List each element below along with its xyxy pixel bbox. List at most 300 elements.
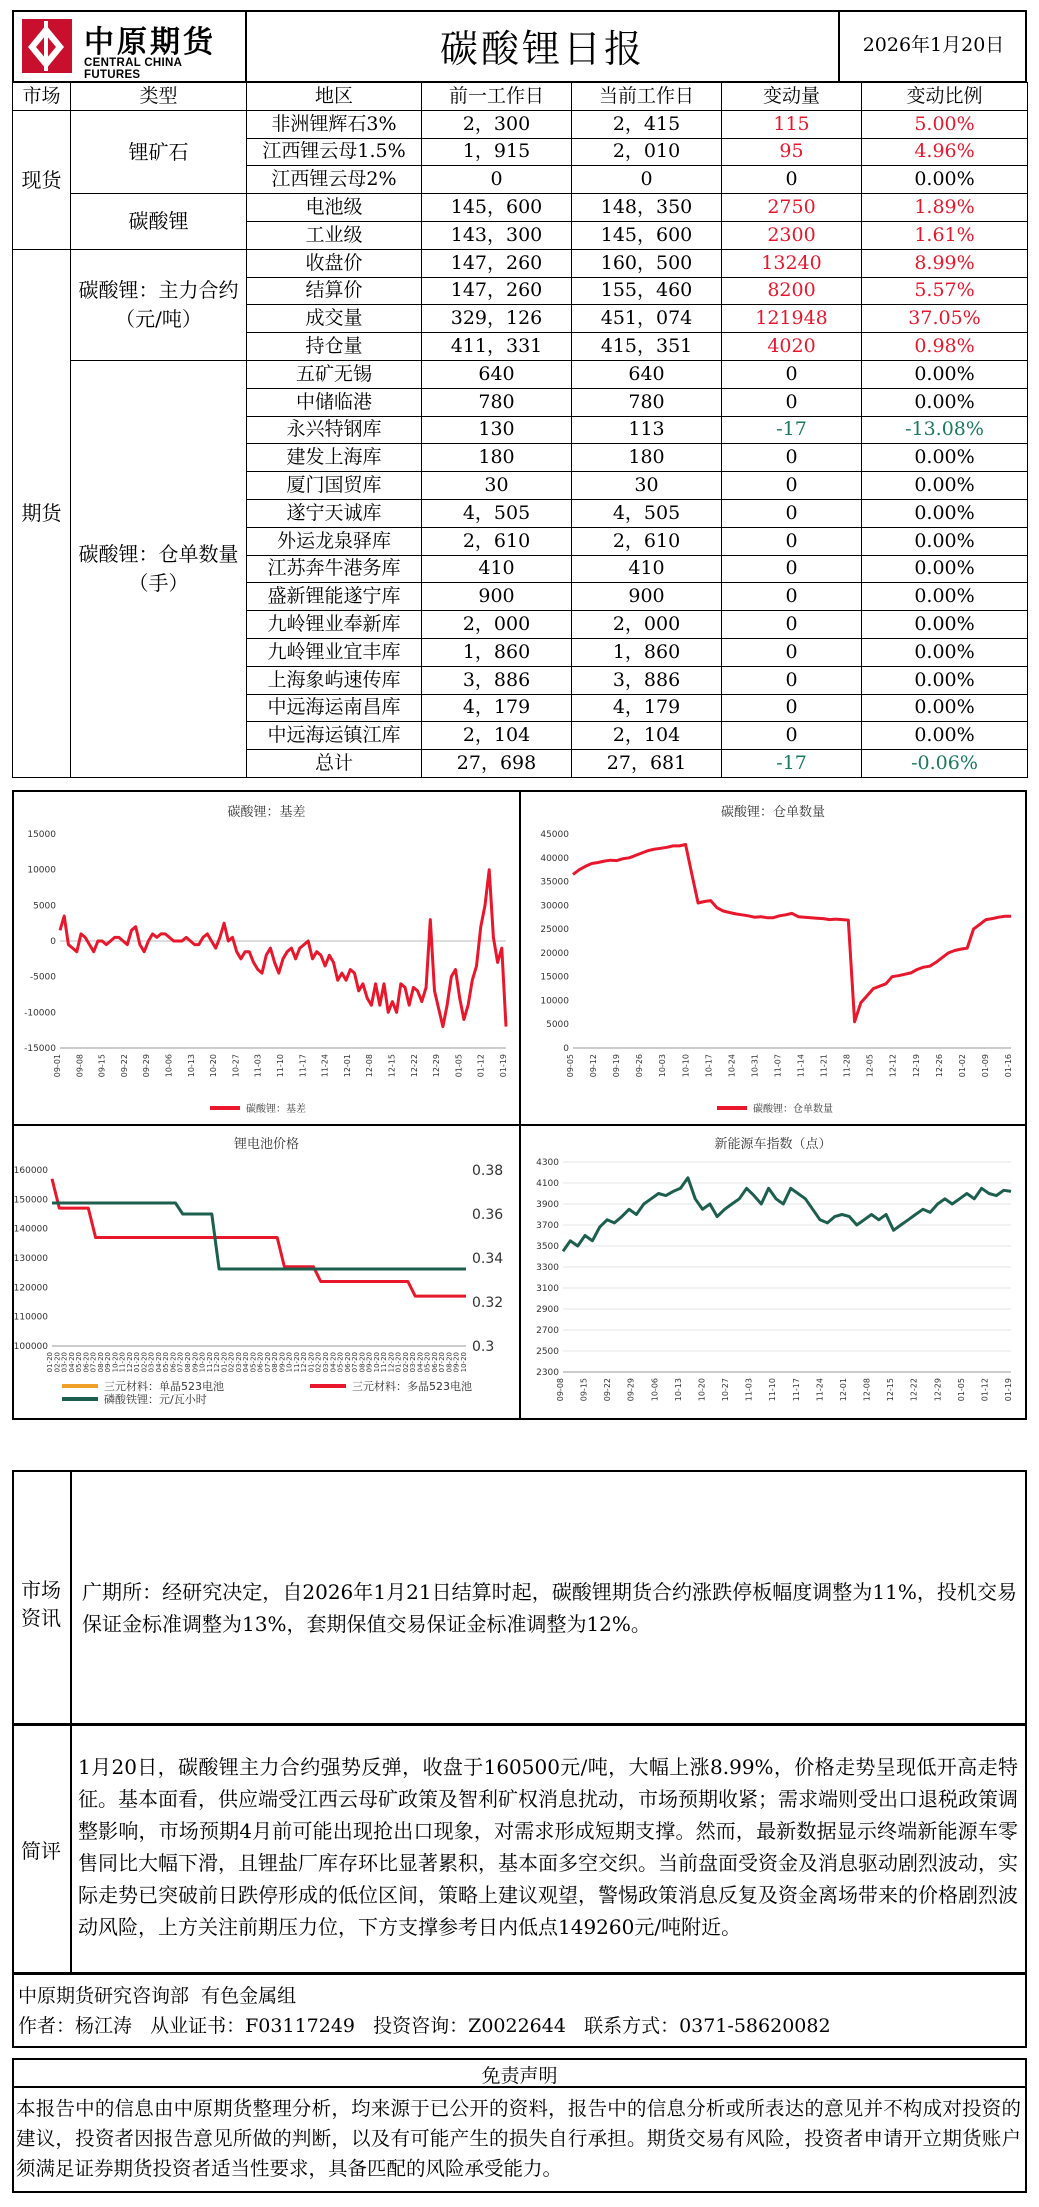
nev-index-chart (521, 1126, 1025, 1418)
x-tick-label: 09-15 (97, 1054, 107, 1078)
prev-value-cell: 411，331 (422, 333, 572, 361)
x-tick-label: 11-20 (118, 1352, 127, 1373)
change-cell: 0 (722, 611, 862, 639)
disclaimer-title: 免责声明 (481, 2065, 558, 2087)
change-cell: 0 (722, 666, 862, 694)
region-cell: 收盘价 (247, 249, 422, 277)
report-date: 2026年1月20日 (862, 34, 1005, 56)
prev-value-cell: 1，915 (422, 138, 572, 166)
x-tick-label: 01-05 (956, 1378, 966, 1402)
prev-value-cell: 145，600 (422, 194, 572, 222)
x-tick-label: 10-06 (650, 1378, 660, 1402)
x-tick-label: 03-20 (409, 1352, 418, 1373)
pct-cell: 8.99% (862, 249, 1028, 277)
x-tick-label: 11-20 (205, 1352, 214, 1373)
x-tick-label: 12-19 (911, 1054, 921, 1078)
pct-cell: 0.00% (862, 583, 1028, 611)
x-tick-label: 06-20 (343, 1352, 352, 1373)
x-tick-label: 09-19 (612, 1054, 622, 1078)
curr-value-cell: 113 (572, 416, 722, 444)
change-cell: -17 (722, 750, 862, 778)
change-cell: 0 (722, 583, 862, 611)
x-tick-label: 06-20 (169, 1352, 178, 1373)
x-tick-label: 08-20 (271, 1352, 280, 1373)
x-tick-label: 09-12 (589, 1054, 599, 1078)
x-tick-label: 08-20 (184, 1352, 192, 1373)
change-cell: 8200 (722, 277, 862, 305)
x-tick-label: 07-20 (263, 1352, 272, 1373)
x-tick-label: 09-22 (119, 1054, 129, 1078)
basis-chart (14, 792, 519, 1124)
x-tick-label: 07-20 (176, 1352, 185, 1373)
x-tick-label: 03-20 (322, 1352, 330, 1373)
curr-value-cell: 180 (572, 444, 722, 472)
y-tick-label: 5000 (546, 1020, 569, 1031)
change-cell: 13240 (722, 249, 862, 277)
x-tick-label: 11-03 (253, 1054, 263, 1078)
prev-value-cell: 180 (422, 444, 572, 472)
change-cell: 4020 (722, 333, 862, 361)
x-tick-label: 06-20 (256, 1352, 265, 1373)
prev-value-cell: 147，260 (422, 249, 572, 277)
x-tick-label: 10-20 (285, 1352, 294, 1373)
y-tick-label: 35000 (540, 877, 569, 888)
col-header-pct: 变动比例 (862, 83, 1028, 111)
y-right-tick-label: 0.36 (472, 1207, 504, 1223)
curr-value-cell: 451，074 (572, 305, 722, 333)
legend-label: 碳酸锂：仓单数量 (753, 1104, 833, 1115)
region-cell: 盛新锂能遂宁库 (247, 583, 422, 611)
series-line (563, 1178, 1011, 1252)
y-tick-label: -5000 (29, 972, 56, 983)
region-cell: 江西锂云母1.5% (247, 138, 422, 166)
change-cell: 0 (722, 444, 862, 472)
x-tick-label: 02-20 (140, 1352, 149, 1373)
pct-cell: 0.00% (862, 444, 1028, 472)
logo-english-name: CENTRAL CHINA FUTURES (84, 57, 182, 81)
region-cell: 厦门国贸库 (247, 472, 422, 500)
x-tick-label: 12-20 (125, 1352, 134, 1373)
region-cell: 永兴特钢库 (247, 416, 422, 444)
x-tick-label: 09-29 (626, 1378, 636, 1402)
x-tick-label: 09-20 (365, 1352, 374, 1373)
y-tick-label: 10000 (540, 996, 569, 1007)
x-tick-label: 11-20 (292, 1352, 301, 1373)
prev-value-cell: 4，505 (422, 499, 572, 527)
pct-cell: -0.06% (862, 750, 1028, 778)
curr-value-cell: 415，351 (572, 333, 722, 361)
x-tick-label: 09-22 (603, 1378, 613, 1402)
y-tick-label: 3100 (536, 1284, 559, 1294)
prev-value-cell: 900 (422, 583, 572, 611)
col-header-change: 变动量 (722, 83, 862, 111)
curr-value-cell: 2，104 (572, 722, 722, 750)
warrant-chart (521, 792, 1025, 1124)
x-tick-label: 12-01 (838, 1378, 848, 1402)
pct-cell: 0.00% (862, 527, 1028, 555)
x-tick-label: 01-12 (980, 1378, 990, 1402)
x-tick-label: 08-20 (445, 1352, 454, 1373)
prev-value-cell: 130 (422, 416, 572, 444)
prev-value-cell: 2，300 (422, 110, 572, 138)
y-tick-label: 10000 (27, 865, 56, 876)
y-right-tick-label: 0.34 (472, 1251, 504, 1267)
region-cell: 成交量 (247, 305, 422, 333)
x-tick-label: 09-01 (53, 1054, 62, 1078)
x-tick-label: 01-20 (307, 1352, 316, 1373)
market-info-label: 市场资讯 (21, 1578, 61, 1630)
curr-value-cell: 640 (572, 360, 722, 388)
region-cell: 九岭锂业奉新库 (247, 611, 422, 639)
region-cell: 江西锂云母2% (247, 166, 422, 194)
y-tick-label: 100000 (14, 1342, 48, 1352)
y-tick-label: 0 (50, 937, 56, 947)
legend-label: 三元材料：单晶523电池 (104, 1380, 224, 1393)
x-tick-label: 01-05 (454, 1054, 464, 1078)
x-tick-label: 11-17 (791, 1378, 801, 1402)
pct-cell: 4.96% (862, 138, 1028, 166)
x-tick-label: 12-20 (300, 1352, 309, 1373)
curr-value-cell: 145，600 (572, 221, 722, 249)
curr-value-cell: 3，886 (572, 666, 722, 694)
x-tick-label: 01-20 (220, 1352, 229, 1373)
curr-value-cell: 27，681 (572, 750, 722, 778)
change-cell: 2300 (722, 221, 862, 249)
prev-value-cell: 2，610 (422, 527, 572, 555)
pct-cell: 0.00% (862, 611, 1028, 639)
region-cell: 结算价 (247, 277, 422, 305)
x-tick-label: 08-20 (358, 1352, 367, 1373)
table-header-row (13, 83, 1028, 111)
col-header-curr: 当前工作日 (572, 83, 722, 111)
battery-price-chart (14, 1126, 519, 1418)
y-tick-label: 3300 (536, 1263, 559, 1273)
pct-cell: 0.00% (862, 555, 1028, 583)
prev-value-cell: 3，886 (422, 666, 572, 694)
x-tick-label: 10-13 (186, 1054, 196, 1078)
change-cell: 0 (722, 555, 862, 583)
curr-value-cell: 780 (572, 388, 722, 416)
curr-value-cell: 2，610 (572, 527, 722, 555)
x-tick-label: 10-10 (681, 1054, 691, 1078)
pct-cell: 37.05% (862, 305, 1028, 333)
x-tick-label: 12-20 (387, 1352, 396, 1373)
market-cell: 期货 (13, 249, 71, 777)
x-tick-label: 01-20 (133, 1352, 142, 1373)
region-cell: 江苏奔牛港务库 (247, 555, 422, 583)
x-tick-label: 08-20 (96, 1352, 105, 1373)
y-tick-label: 20000 (540, 948, 569, 959)
chart-title: 碳酸锂：基差 (227, 805, 306, 820)
x-tick-label: 11-17 (298, 1054, 308, 1078)
x-tick-label: 10-03 (658, 1054, 668, 1078)
x-tick-label: 11-07 (773, 1054, 783, 1078)
x-tick-label: 10-27 (231, 1054, 241, 1078)
market-info-divider (70, 1470, 72, 1725)
type-cell: 碳酸锂 (71, 194, 247, 250)
pct-cell: 0.00% (862, 499, 1028, 527)
curr-value-cell: 155，460 (572, 277, 722, 305)
x-tick-label: 12-22 (909, 1378, 919, 1402)
x-tick-label: 06-20 (430, 1352, 439, 1373)
pct-cell: 0.00% (862, 360, 1028, 388)
x-tick-label: 10-20 (697, 1378, 707, 1402)
prev-value-cell: 27，698 (422, 750, 572, 778)
table-row (13, 110, 1028, 138)
change-cell: 115 (722, 110, 862, 138)
company-logo (20, 17, 240, 81)
x-tick-label: 11-21 (819, 1054, 829, 1078)
y-tick-label: 2500 (536, 1347, 559, 1357)
y-right-tick-label: 0.32 (472, 1295, 504, 1311)
prev-value-cell: 0 (422, 166, 572, 194)
region-cell: 上海象屿速传库 (247, 666, 422, 694)
x-tick-label: 09-20 (278, 1352, 287, 1373)
y-tick-label: 2700 (536, 1326, 559, 1336)
logo-mark-icon (20, 17, 75, 75)
x-tick-label: 11-03 (744, 1378, 754, 1402)
prev-value-cell: 143，300 (422, 221, 572, 249)
x-tick-label: 12-29 (432, 1054, 442, 1078)
col-header-type: 类型 (71, 83, 247, 111)
x-tick-label: 01-02 (957, 1054, 967, 1078)
x-tick-label: 11-20 (380, 1352, 389, 1373)
disclaimer-text: 本报告中的信息由中原期货整理分析，均来源于已公开的资料，报告中的信息分析或所表达的意见并不构成对投资的建议，投资者因报告意见所做的判断，以及有可能产生的损失自行承担。期货交易有风险，投资者申请开立期货账户须满足证券期货投资者适当性要求，具备匹配的风险承受能力。 (16, 2097, 1021, 2180)
curr-value-cell: 30 (572, 472, 722, 500)
y-tick-label: -10000 (24, 1008, 56, 1019)
legend-label: 磷酸铁锂：元/瓦小时 (104, 1393, 207, 1406)
y-tick-label: 120000 (14, 1283, 48, 1294)
x-tick-label: 12-26 (934, 1054, 944, 1078)
region-cell: 工业级 (247, 221, 422, 249)
curr-value-cell: 0 (572, 166, 722, 194)
x-tick-label: 09-15 (579, 1378, 589, 1402)
y-tick-label: 130000 (14, 1254, 48, 1264)
change-cell: 0 (722, 166, 862, 194)
type-cell: 碳酸锂：主力合约（元/吨） (71, 249, 247, 360)
x-tick-label: 04-20 (416, 1352, 425, 1373)
change-cell: 0 (722, 388, 862, 416)
col-header-region: 地区 (247, 83, 422, 111)
y-tick-label: 25000 (540, 925, 569, 936)
y-tick-label: 3500 (536, 1242, 559, 1252)
y-tick-label: 40000 (540, 853, 569, 864)
legend-label: 碳酸锂：基差 (246, 1104, 306, 1115)
series-line (52, 1179, 466, 1296)
x-tick-label: 10-24 (727, 1054, 737, 1078)
x-tick-label: 09-20 (452, 1352, 461, 1373)
x-tick-label: 02-20 (314, 1352, 323, 1373)
y-tick-label: 0 (563, 1044, 569, 1054)
region-cell: 中远海运镇江库 (247, 722, 422, 750)
x-tick-label: 11-10 (276, 1054, 285, 1078)
prev-value-cell: 410 (422, 555, 572, 583)
table-row (13, 249, 1028, 277)
x-tick-label: 11-24 (320, 1054, 330, 1078)
market-cell: 现货 (13, 110, 71, 249)
pct-cell: 0.00% (862, 388, 1028, 416)
x-tick-label: 10-27 (721, 1378, 731, 1402)
x-tick-label: 01-19 (1004, 1378, 1013, 1402)
x-tick-label: 03-20 (60, 1352, 69, 1373)
x-tick-label: 11-14 (796, 1054, 806, 1078)
prev-value-cell: 329，126 (422, 305, 572, 333)
type-cell: 碳酸锂：仓单数量（手） (71, 360, 247, 777)
x-tick-label: 04-20 (67, 1352, 76, 1373)
x-tick-label: 05-20 (162, 1352, 171, 1373)
x-tick-label: 07-20 (438, 1352, 447, 1373)
x-tick-label: 12-22 (409, 1054, 419, 1078)
x-tick-label: 12-05 (865, 1054, 875, 1078)
market-info-text: 广期所：经研究决定，自2026年1月21日结算时起，碳酸锂期货合约涨跌停板幅度调整为11%，投机交易保证金标准调整为13%，套期保值交易保证金标准调整为12%。 (82, 1580, 1017, 1636)
region-cell: 总计 (247, 750, 422, 778)
x-tick-label: 01-19 (499, 1054, 508, 1078)
x-tick-label: 09-08 (75, 1054, 85, 1078)
change-cell: 95 (722, 138, 862, 166)
pct-cell: 5.00% (862, 110, 1028, 138)
table-row (13, 360, 1028, 388)
curr-value-cell: 4，179 (572, 694, 722, 722)
region-cell: 五矿无锡 (247, 360, 422, 388)
y-tick-label: 15000 (27, 830, 56, 840)
y-right-tick-label: 0.38 (472, 1163, 504, 1179)
type-cell: 锂矿石 (71, 110, 247, 193)
x-tick-label: 11-28 (842, 1054, 852, 1078)
change-cell: 0 (722, 638, 862, 666)
x-tick-label: 05-20 (249, 1352, 258, 1373)
y-tick-label: 4300 (536, 1158, 559, 1168)
change-cell: 0 (722, 527, 862, 555)
x-tick-label: 10-13 (673, 1378, 683, 1402)
x-tick-label: 03-20 (147, 1352, 156, 1373)
pct-cell: 0.00% (862, 166, 1028, 194)
y-tick-label: 15000 (540, 972, 569, 983)
col-header-market: 市场 (13, 83, 71, 111)
x-tick-label: 01-16 (1004, 1054, 1013, 1078)
y-right-tick-label: 0.3 (472, 1339, 495, 1355)
pct-cell: 0.00% (862, 694, 1028, 722)
series-line (60, 870, 506, 1027)
x-tick-label: 12-12 (888, 1054, 898, 1078)
prev-value-cell: 2，104 (422, 722, 572, 750)
prev-value-cell: 780 (422, 388, 572, 416)
pct-cell: 0.00% (862, 666, 1028, 694)
y-tick-label: 140000 (14, 1224, 48, 1235)
x-tick-label: 10-06 (164, 1054, 174, 1078)
region-cell: 中储临港 (247, 388, 422, 416)
x-tick-label: 10-20 (209, 1054, 219, 1078)
change-cell: 2750 (722, 194, 862, 222)
x-tick-label: 12-08 (365, 1054, 375, 1078)
x-tick-label: 09-05 (566, 1054, 575, 1078)
x-tick-label: 05-20 (75, 1352, 84, 1373)
change-cell: 0 (722, 694, 862, 722)
x-tick-label: 10-20 (460, 1352, 468, 1373)
report-title: 碳酸锂日报 (439, 27, 645, 71)
x-tick-label: 03-20 (234, 1352, 243, 1373)
table-body (13, 110, 1028, 777)
x-tick-label: 09-26 (635, 1054, 645, 1078)
commentary-label: 简评 (21, 1839, 61, 1863)
y-tick-label: 150000 (14, 1195, 48, 1206)
region-cell: 建发上海库 (247, 444, 422, 472)
logo-chinese-name: 中原期货 (84, 25, 216, 60)
x-tick-label: 12-20 (213, 1352, 222, 1373)
x-tick-label: 10-31 (750, 1054, 760, 1078)
commentary-divider (70, 1724, 72, 1974)
pct-cell: 0.00% (862, 722, 1028, 750)
x-tick-label: 07-20 (351, 1352, 360, 1373)
footer-department: 中原期货研究咨询部 有色金属组 (18, 1985, 297, 2007)
curr-value-cell: 2，415 (572, 110, 722, 138)
change-cell: -17 (722, 416, 862, 444)
prev-value-cell: 4，179 (422, 694, 572, 722)
y-tick-label: 45000 (540, 830, 569, 840)
x-tick-label: 06-20 (82, 1352, 91, 1373)
x-tick-label: 11-10 (768, 1378, 778, 1402)
x-tick-label: 11-24 (815, 1378, 825, 1402)
x-tick-label: 12-15 (387, 1054, 397, 1078)
x-tick-label: 04-20 (154, 1352, 163, 1373)
pct-cell: 5.57% (862, 277, 1028, 305)
curr-value-cell: 4，505 (572, 499, 722, 527)
pct-cell: 1.89% (862, 194, 1028, 222)
x-tick-label: 12-29 (933, 1378, 943, 1402)
x-tick-label: 02-20 (53, 1352, 62, 1373)
x-tick-label: 10-17 (704, 1054, 714, 1078)
pct-cell: -13.08% (862, 416, 1028, 444)
curr-value-cell: 410 (572, 555, 722, 583)
x-tick-label: 05-20 (423, 1352, 432, 1373)
col-header-prev: 前一工作日 (422, 83, 572, 111)
x-tick-label: 09-29 (142, 1054, 152, 1078)
curr-value-cell: 148，350 (572, 194, 722, 222)
y-tick-label: 160000 (14, 1166, 48, 1176)
x-tick-label: 09-20 (104, 1352, 113, 1373)
region-cell: 中远海运南昌库 (247, 694, 422, 722)
chart-title: 新能源车指数（点） (714, 1137, 832, 1152)
x-tick-label: 10-20 (372, 1352, 381, 1373)
x-tick-label: 01-20 (394, 1352, 403, 1373)
x-tick-label: 12-15 (886, 1378, 896, 1402)
y-tick-label: 4100 (536, 1179, 559, 1189)
x-tick-label: 05-20 (336, 1352, 345, 1373)
prev-value-cell: 1，860 (422, 638, 572, 666)
curr-value-cell: 1，860 (572, 638, 722, 666)
x-tick-label: 10-20 (198, 1352, 207, 1373)
pct-cell: 1.61% (862, 221, 1028, 249)
y-tick-label: 3700 (536, 1221, 559, 1231)
curr-value-cell: 2，010 (572, 138, 722, 166)
prev-value-cell: 640 (422, 360, 572, 388)
pct-cell: 0.00% (862, 638, 1028, 666)
region-cell: 持仓量 (247, 333, 422, 361)
region-cell: 非洲锂辉石3% (247, 110, 422, 138)
y-tick-label: 2900 (536, 1305, 559, 1315)
chart-title: 碳酸锂：仓单数量 (720, 805, 826, 820)
x-tick-label: 12-01 (342, 1054, 352, 1078)
change-cell: 0 (722, 472, 862, 500)
commentary-text: 1月20日，碳酸锂主力合约强势反弹，收盘于160500元/吨，大幅上涨8.99%，价格走势呈现低开高走特征。基本面看，供应端受江西云母矿政策及智利矿权消息扰动，市场预期收紧；需求端则受出口退税政策调整影响，市场预期4月前可能出现抢出口现象，对需求形成短期支撑。然而，最新数据显示终端新能源车零售同比大幅下滑，且锂盐厂库存环比显著累积，基本面多空交织。当前盘面受资金及消息驱动剧烈波动，实际走势已突破前日跌停形成的低位区间，策略上建议观望，警惕政策消息反复及资金离场带来的价格剧烈波动风险，上方关注前期压力位，下方支撑参考日内低点149260元/吨附近。 (78, 1755, 1018, 1939)
x-tick-label: 01-09 (980, 1054, 990, 1078)
curr-value-cell: 2，000 (572, 611, 722, 639)
x-tick-label: 01-20 (46, 1352, 54, 1373)
curr-value-cell: 160，500 (572, 249, 722, 277)
y-tick-label: 5000 (33, 901, 56, 912)
x-tick-label: 02-20 (401, 1352, 410, 1373)
x-tick-label: 07-20 (89, 1352, 98, 1373)
region-cell: 九岭锂业宜丰库 (247, 638, 422, 666)
